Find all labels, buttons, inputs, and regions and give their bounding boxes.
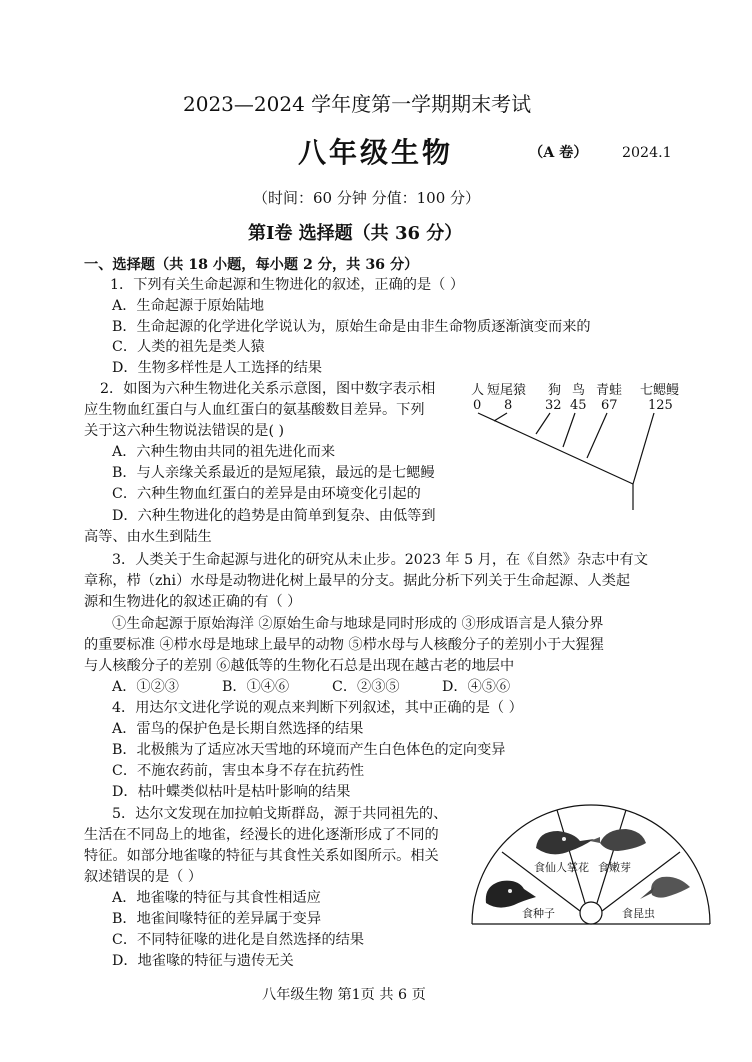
q4-option-b: B．北极熊为了适应冰天雪地的环境而产生白色体色的定向变异 [112,742,506,758]
finch-head-insect [640,877,690,899]
q3-option-a: A．①②③ [112,679,179,695]
q1-stem: 1．下列有关生命起源和生物进化的叙述，正确的是（ ） [110,277,465,293]
tree-value-macaque: 8 [504,398,513,413]
q3-stem-line3: 源和生物进化的叙述正确的有（ ） [84,594,302,610]
q3-option-b: B．①④⑥ [222,679,290,695]
q5-option-b: B．地雀间喙特征的差异属于变异 [112,911,322,927]
finch-head-cactus [536,831,594,854]
time-score: （时间：60 分钟 分值：100 分） [253,189,481,207]
q2-option-d: D．六种生物进化的趋势是由简单到复杂、由低等到 [112,508,436,524]
finch-label-insect: 食昆虫 [622,907,655,920]
q3-stem-line1: 3．人类关于生命起源与进化的研究从未止步。2023 年 5 月，在《自然》杂志中有文 [112,552,648,568]
page-footer: 八年级生物 第1页 共 6 页 [262,987,426,1003]
tree-label-human: 人 [471,383,485,398]
q3-statement-line1: ①生命起源于原始海洋 ②原始生命与地球是同时形成的 ③形成语言是人猿分界 [112,616,604,632]
q5-stem-line3: 特征。如部分地雀喙的特征与其食性关系如图所示。相关 [84,848,439,864]
tree-value-dog: 32 [545,398,562,413]
q2-stem-line1: 2．如图为六种生物进化关系示意图，图中数字表示相 [100,381,436,397]
tree-label-macaque: 短尾猿 [487,383,527,398]
part-heading: 第Ⅰ卷 选择题（共 36 分） [248,223,463,244]
paper-version: （A 卷） [529,145,588,161]
q4-option-c: C．不施农药前，害虫本身不存在抗药性 [112,763,365,779]
tree-label-dog: 狗 [548,383,562,398]
q5-stem-line2: 生活在不同岛上的地雀，经漫长的进化逐渐形成了不同的 [84,827,439,843]
q4-option-d: D．枯叶蝶类似枯叶是枯叶影响的结果 [112,784,351,800]
finch-label-cactus: 食仙人掌花 [534,861,589,874]
q5-stem-line1: 5．达尔文发现在加拉帕戈斯群岛，源于共同祖先的、 [112,806,448,822]
tree-branches [478,413,654,510]
tree-label-bird: 鸟 [572,383,586,398]
q2-option-b: B．与人亲缘关系最近的是短尾猿，最远的是七鳃鳗 [112,465,435,481]
finch-head-seed [486,881,536,908]
tree-value-human: 0 [473,398,482,413]
q5-stem-line4: 叙述错误的是（ ） [84,869,203,885]
q1-option-a: A．生命起源于原始陆地 [112,298,265,314]
finch-head-bud [590,829,646,851]
q3-statement-line2: 的重要标准 ④栉水母是地球上最早的动物 ⑤栉水母与人核酸分子的差别小于大猩猩 [84,637,604,653]
evolution-tree-diagram [468,380,698,515]
q3-option-c: C．②③⑤ [332,679,400,695]
q2-option-a: A．六种生物由共同的祖先进化而来 [112,444,336,460]
subject-title: 八年级生物 [298,136,454,169]
exam-date: 2024.1 [622,145,672,161]
q5-option-a: A．地雀喙的特征与其食性相适应 [112,890,321,906]
tree-value-lamprey: 125 [648,398,673,413]
tree-value-frog: 67 [601,398,618,413]
q3-stem-line2: 章称，栉（zhi）水母是动物进化树上最早的分支。据此分析下列关于生命起源、人类起 [84,573,631,589]
q1-option-d: D．生物多样性是人工选择的结果 [112,360,323,376]
finch-label-seed: 食种子 [522,907,555,920]
q3-option-d: D．④⑤⑥ [442,679,511,695]
q3-statement-line3: 与人核酸分子的差别 ⑥越低等的生物化石总是出现在越古老的地层中 [84,658,515,674]
tree-label-lamprey: 七鳃鳗 [640,383,680,398]
tree-value-bird: 45 [570,398,587,413]
finch-label-bud: 食嫩芽 [598,861,631,874]
q2-stem-line3: 关于这六种生物说法错误的是( ) [84,423,285,439]
finch-beak-diagram [466,793,716,929]
q2-option-c: C．六种生物血红蛋白的差异是由环境变化引起的 [112,486,421,502]
q1-option-b: B．生命起源的化学进化学说认为，原始生命是由非生命物质逐渐演变而来的 [112,319,591,335]
section-heading: 一、选择题（共 18 小题，每小题 2 分，共 36 分） [84,257,419,273]
tree-label-frog: 青蛙 [596,383,623,398]
q2-stem-line2: 应生物血红蛋白与人血红蛋白的氨基酸数目差异。下列 [84,402,425,418]
q4-stem: 4．用达尔文进化学说的观点来判断下列叙述，其中正确的是（ ） [112,700,523,716]
q5-option-c: C．不同特征喙的进化是自然选择的结果 [112,932,365,948]
q4-option-a: A．雷鸟的保护色是长期自然选择的结果 [112,721,364,737]
q5-option-d: D．地雀喙的特征与遗传无关 [112,953,294,969]
q2-option-d-cont: 高等、由水生到陆生 [84,529,212,545]
exam-title: 2023—2024 学年度第一学期期末考试 [183,92,532,116]
q1-option-c: C．人类的祖先是类人猿 [112,339,265,355]
center-circle [580,902,602,924]
